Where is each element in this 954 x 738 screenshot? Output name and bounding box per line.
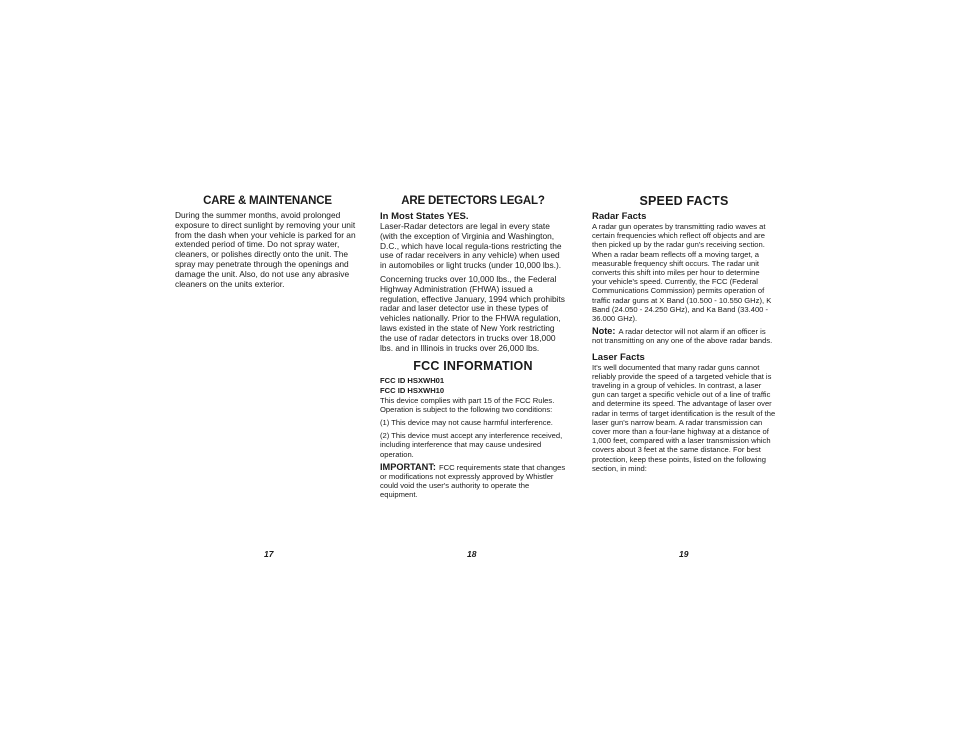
important-notice xyxy=(380,463,566,500)
legal-paragraph-2: Concerning trucks over 10,000 lbs., the Federal Highway Administration (FHWA) issued a regulation, effective January, 1994 which prohibits radar and laser detector use in these types of vehicles nationally. Prior to the FHWA regulation, laws existed in the state of New York restricting the use of radar detectors in trucks over 18,000 lbs. and in Illinois in trucks over 26,000 lbs. xyxy=(380,273,565,353)
heading-speed-facts: SPEED FACTS xyxy=(639,194,729,208)
note-text: A radar detector will not alarm if an officer is not transmitting on any one of the above radar bands. xyxy=(592,327,773,346)
legal-paragraph-1: Laser-Radar detectors are legal in every state (with the exception of Virginia and Washington, D.C., which have local regula-tions restricting the use of radar receivers in any vehicle) when used in automobiles or light trucks (under 10,000 lbs.). xyxy=(380,221,562,271)
column-detectors-legal xyxy=(380,194,566,504)
column-care-maintenance xyxy=(175,194,360,293)
page-number-17: 17 xyxy=(264,549,274,559)
fcc-paragraph: This device complies with part 15 of the FCC Rules. Operation is subject to the following two conditions: xyxy=(380,395,555,414)
heading-care-maintenance: CARE & MAINTENANCE xyxy=(203,195,332,207)
heading-fcc-information: FCC INFORMATION xyxy=(413,359,533,374)
page-number-18: 18 xyxy=(467,549,477,559)
note-paragraph xyxy=(592,327,776,345)
page-number-19: 19 xyxy=(679,549,689,559)
laser-facts-text: It's well documented that many radar guns cannot reliably provide the speed of a targeted vehicle that is traveling in a group of vehicles. In contrast, a laser gun can target a specific vehicle out of a line of traffic and determine its speed. The advantage of laser over radar in terms of target identification is the result of the laser gun's narrow beam. A radar transmission can cover more than a four-lane highway at a distance of 1,000 feet, compared with a laser transmission which covers about 3 feet at the same distance. For best protection, keep these points, listed on the following section, in mind: xyxy=(592,362,776,473)
important-label: IMPORTANT: xyxy=(380,461,436,472)
subheading-laser-facts: Laser Facts xyxy=(592,351,645,363)
subheading-most-states: In Most States YES. xyxy=(380,211,469,222)
fcc-condition-1: (1) This device may not cause harmful interference. xyxy=(380,417,553,427)
fcc-id-1: FCC ID HSXWH01 xyxy=(380,376,445,386)
heading-detectors-legal: ARE DETECTORS LEGAL? xyxy=(401,195,545,207)
note-label: Note: xyxy=(592,326,616,337)
fcc-condition-2: (2) This device must accept any interference received, including interference that may cause undesired operation. xyxy=(380,431,563,459)
important-text: FCC requirements state that changes or modifications not expressly approved by Whistler could void the user's authority to operate the equipment. xyxy=(380,462,566,500)
fcc-id-2: FCC ID HSXWH10 xyxy=(380,385,445,395)
subheading-radar-facts: Radar Facts xyxy=(592,211,647,222)
radar-facts-text: A radar gun operates by transmitting radio waves at certain frequencies which reflect off objects and are then picked up by the radar gun's receiving section. When a radar beam reflects off a moving target, a measurable frequency shift occurs. The radar unit converts this shift into miles per hour to determine your vehicle's speed. Currently, the FCC (Federal Communications Commission) permits operation of traffic radar guns at X Band (10.500 - 10.550 GHz), K Band (24.050 - 24.250 GHz), and Ka Band (33.400 - 36.000 GHz). xyxy=(592,222,772,324)
column-speed-facts xyxy=(592,194,776,477)
care-maintenance-text: During the summer months, avoid prolonged exposure to direct sunlight by removing your unit from the dash when your vehicle is parked for an extended period of time. Do not spray water, cleaners, or polishes directly onto the unit. The spray may penetrate through the openings and damage the unit. Also, do not use any abrasive cleaners on the units exterior. xyxy=(175,210,356,289)
